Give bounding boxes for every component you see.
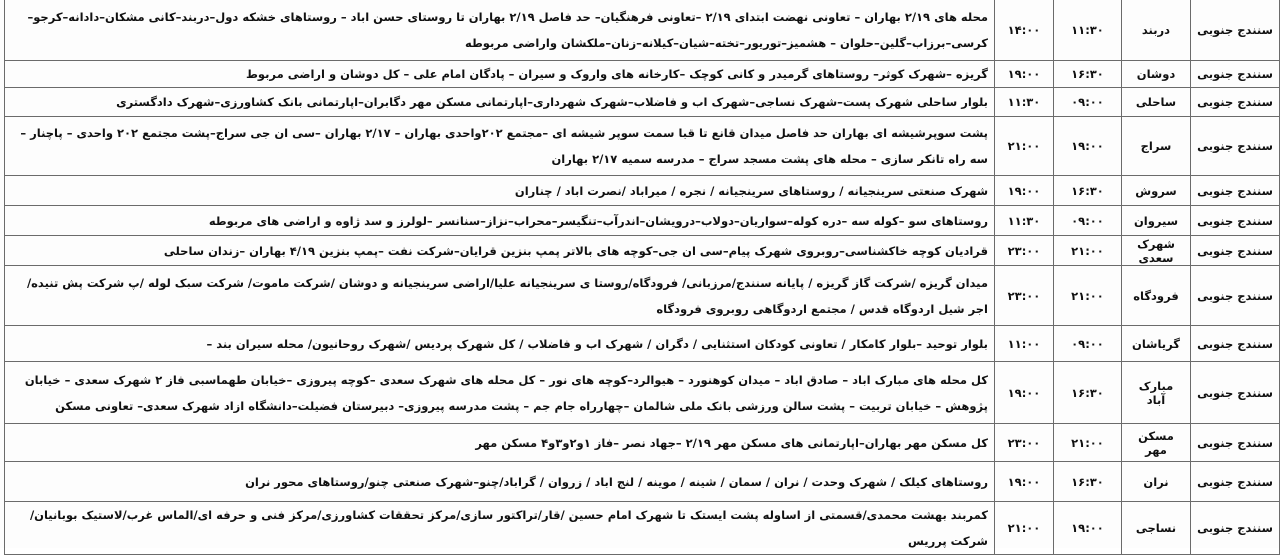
region-cell: سنندج جنوبی (1191, 117, 1280, 176)
area-cell: دوشان (1122, 61, 1191, 88)
start-time-cell: ۲۱:۰۰ (1054, 266, 1122, 326)
start-time-cell: ۰۹:۰۰ (1054, 206, 1122, 236)
end-time-cell: ۱۱:۰۰ (995, 326, 1054, 362)
end-time-cell: ۱۹:۰۰ (995, 462, 1054, 502)
affected-locations-cell: بلوار توحید –بلوار کامکار / تعاونی کودکان استثنایی / دگران / شهرک اب و فاضلاب / کل شهرک پردیس /شهرک روحانیون/ محله سیران بند – (5, 326, 995, 362)
end-time-cell: ۱۹:۰۰ (995, 362, 1054, 424)
start-time-cell: ۲۱:۰۰ (1054, 236, 1122, 266)
table-row (5, 326, 1280, 362)
start-time-cell: ۱۹:۰۰ (1054, 502, 1122, 555)
region-cell: سنندج جنوبی (1191, 206, 1280, 236)
area-cell: سراج (1122, 117, 1191, 176)
region-cell: سنندج جنوبی (1191, 176, 1280, 206)
affected-locations-cell: کمربند بهشت محمدی/قسمتی از اساوله پشت ایستک تا شهرک امام حسین /قار/تراکتور سازی/مرکز تحققات کشاورزی/مرکز فنی و حرفه ای/الماس غرب/لاستیک بوبانیان/شرکت پرریس (5, 502, 995, 555)
table-row (5, 236, 1280, 266)
area-cell: دربند (1122, 0, 1191, 61)
region-cell: سنندج جنوبی (1191, 61, 1280, 88)
affected-locations-cell: روستاهای کیلک / شهرک وحدت / نران / سمان / شینه / موینه / لنج اباد / زروان / گراباد/چنو–شهرک صنعتی چنو/روستاهای محور نران (5, 462, 995, 502)
end-time-cell: ۲۱:۰۰ (995, 117, 1054, 176)
end-time-cell: ۱۹:۰۰ (995, 61, 1054, 88)
end-time-cell: ۲۳:۰۰ (995, 266, 1054, 326)
area-cell: نساجی (1122, 502, 1191, 555)
start-time-cell: ۱۶:۳۰ (1054, 462, 1122, 502)
area-cell: سروش (1122, 176, 1191, 206)
region-cell: سنندج جنوبی (1191, 88, 1280, 117)
table-row (5, 266, 1280, 326)
area-cell: مبارک آباد (1122, 362, 1191, 424)
end-time-cell: ۲۳:۰۰ (995, 424, 1054, 462)
start-time-cell: ۲۱:۰۰ (1054, 424, 1122, 462)
affected-locations-cell: محله های ۲/۱۹ بهاران – تعاونی نهضت ابتدای ۲/۱۹ –تعاونی فرهنگیان– حد فاصل ۲/۱۹ بهاران تا روستای حسن اباد – روستاهای خشکه دول–دربند–کانی مشکان–دادانه–کرجو–کرسی–برزاب–گلین–حلوان – هشمیز–توریور–تخته–شیان–کیلانه–زنان–ملکشان واراضی مربوطه (5, 0, 995, 61)
affected-locations-cell: بلوار ساحلی شهرک پست–شهرک نساجی–شهرک اب و فاضلاب–شهرک شهرداری–اپارتمانی مسکن مهر دگابران–اپارتمانی بانک کشاورزی–شهرک دادگستری (5, 88, 995, 117)
region-cell: سنندج جنوبی (1191, 424, 1280, 462)
area-cell: مسکن مهر (1122, 424, 1191, 462)
area-cell: سیروان (1122, 206, 1191, 236)
table-row (5, 424, 1280, 462)
table-row (5, 362, 1280, 424)
table-row (5, 88, 1280, 117)
region-cell: سنندج جنوبی (1191, 236, 1280, 266)
affected-locations-cell: کل محله های مبارک اباد – صادق اباد – میدان کوهنورد – هیوالرد–کوچه های نور – کل محله های شهرک سعدی –کوچه پیروزی –خیابان طهماسبی فاز ۲ شهرک سعدی – خیابان پژوهش – خیابان تربیت – پشت سالن ورزشی بانک ملی شالمان –چهارراه جام جم – پشت مدرسه پیروزی– دبیرستان فضیلت–دانشگاه ازاد شهرک سعدی– تعاونی مسکن (5, 362, 995, 424)
area-cell: نران (1122, 462, 1191, 502)
start-time-cell: ۱۶:۳۰ (1054, 61, 1122, 88)
start-time-cell: ۰۹:۰۰ (1054, 326, 1122, 362)
table-row (5, 0, 1280, 61)
affected-locations-cell: پشت سوپرشیشه ای بهاران حد فاصل میدان قانع تا قبا سمت سوپر شیشه ای –مجتمع ۲۰۲واحدی بهاران – ۲/۱۷ بهاران –سی ان جی سراج–پشت مجتمع ۲۰۲ واحدی – پاچنار – سه راه تانکر سازی – محله های پشت مسجد سراج – مدرسه سمیه ۲/۱۷ بهاران (5, 117, 995, 176)
end-time-cell: ۱۱:۳۰ (995, 88, 1054, 117)
start-time-cell: ۱۱:۳۰ (1054, 0, 1122, 61)
end-time-cell: ۱۹:۰۰ (995, 176, 1054, 206)
affected-locations-cell: روستاهای سو –کوله سه –دره کوله–سواریان–دولاب–درویشان–اندرآب–تنگیسر–محراب–نزاز–سنانسر –لولرز و سد ژاوه و اراضی های مربوطه (5, 206, 995, 236)
area-cell: فرودگاه (1122, 266, 1191, 326)
end-time-cell: ۱۱:۳۰ (995, 206, 1054, 236)
outage-schedule-table (4, 0, 1280, 555)
region-cell: سنندج جنوبی (1191, 362, 1280, 424)
end-time-cell: ۱۴:۰۰ (995, 0, 1054, 61)
region-cell: سنندج جنوبی (1191, 326, 1280, 362)
region-cell: سنندج جنوبی (1191, 0, 1280, 61)
end-time-cell: ۲۱:۰۰ (995, 502, 1054, 555)
table-row (5, 462, 1280, 502)
affected-locations-cell: کل مسکن مهر بهاران–اپارتمانی های مسکن مهر ۲/۱۹ –جهاد نصر –فاز ۱و۲و۳و۴ مسکن مهر (5, 424, 995, 462)
start-time-cell: ۱۶:۳۰ (1054, 362, 1122, 424)
area-cell: شهرک سعدی (1122, 236, 1191, 266)
affected-locations-cell: شهرک صنعتی سرینجیانه / روستاهای سرینجیانه / نجره / میراباد /نصرت اباد / چناران (5, 176, 995, 206)
table-row (5, 61, 1280, 88)
start-time-cell: ۰۹:۰۰ (1054, 88, 1122, 117)
affected-locations-cell: میدان گریزه /شرکت گاز گریزه / پایانه سنندج/مرزبانی/ فرودگاه/روستا ی سرینجیانه علیا/اراضی سرینجیانه و دوشان /شرکت ماموت/ شرکت سبک لوله /پ شرکت پش تنیده/اجر شیل اردوگاه قدس / مجتمع اردوگاهی روبروی فرودگاه (5, 266, 995, 326)
region-cell: سنندج جنوبی (1191, 462, 1280, 502)
area-cell: ساحلی (1122, 88, 1191, 117)
area-cell: گریاشان (1122, 326, 1191, 362)
start-time-cell: ۱۶:۳۰ (1054, 176, 1122, 206)
start-time-cell: ۱۹:۰۰ (1054, 117, 1122, 176)
table-row (5, 502, 1280, 555)
table-row (5, 117, 1280, 176)
end-time-cell: ۲۳:۰۰ (995, 236, 1054, 266)
region-cell: سنندج جنوبی (1191, 266, 1280, 326)
affected-locations-cell: گریزه –شهرک کوثر– روستاهای گرمیدر و کانی کوچک –کارخانه های واروک و سیران – پادگان امام علی – کل دوشان و اراضی مربوط (5, 61, 995, 88)
table-row (5, 206, 1280, 236)
region-cell: سنندج جنوبی (1191, 502, 1280, 555)
affected-locations-cell: قرادیان کوچه خاکشناسی–روبروی شهرک پیام–سی ان جی–کوچه های بالاتر پمپ بنزین قرایان–شرکت نفت –پمپ بنزین ۴/۱۹ بهاران –زندان ساحلی (5, 236, 995, 266)
table-row (5, 176, 1280, 206)
